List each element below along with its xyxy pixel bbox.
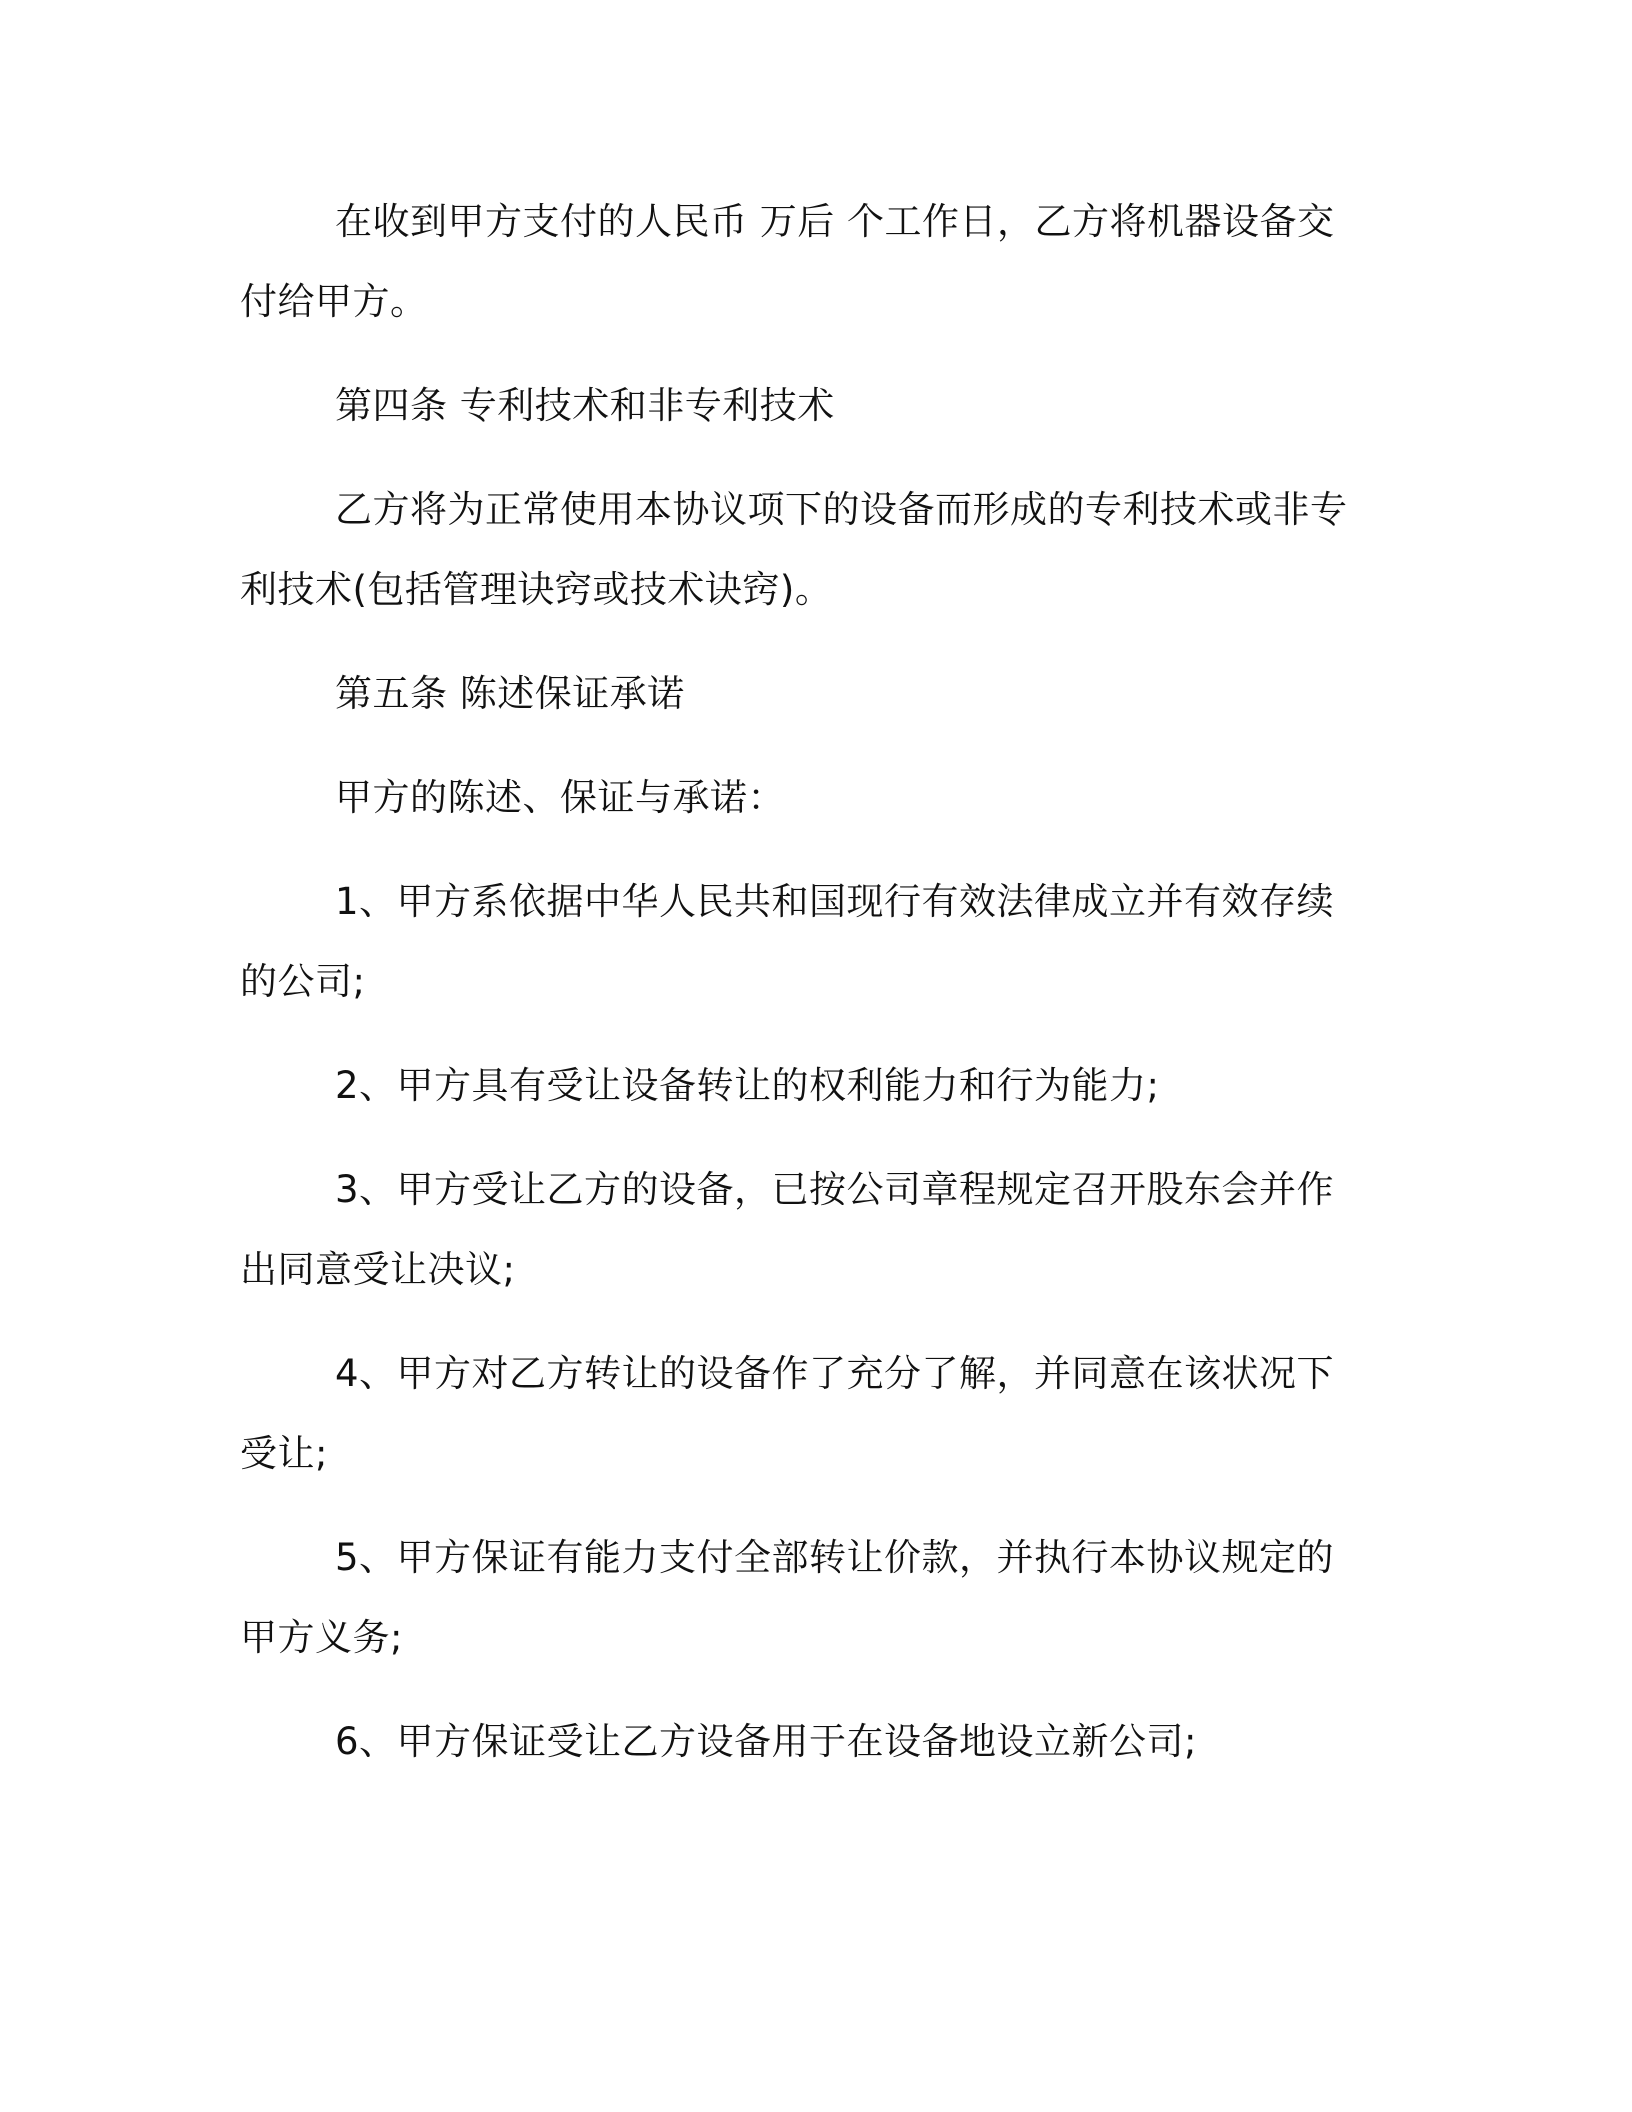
paragraph-party-a-statements: 甲方的陈述、保证与承诺： [335,776,785,819]
list-item-4: 4、甲方对乙方转让的设备作了充分了解，并同意在该状况下受让; [240,1352,1335,1475]
paragraph-patent-tech: 乙方将为正常使用本协议项下的设备而形成的专利技术或非专利技术(包括管理诀窍或技术诀窍)。 [240,488,1348,611]
list-item-1: 1、甲方系依据中华人民共和国现行有效法律成立并有效存续的公司; [240,880,1335,1003]
list-item-3: 3、甲方受让乙方的设备，已按公司章程规定召开股东会并作出同意受让决议; [240,1168,1335,1291]
document-body [240,182,1370,1782]
list-item-2: 2、甲方具有受让设备转让的权利能力和行为能力; [335,1064,1160,1107]
heading-article-4: 第四条 专利技术和非专利技术 [335,384,835,427]
paragraph-delivery: 在收到甲方支付的人民币 万后 个工作日，乙方将机器设备交付给甲方。 [240,200,1335,323]
list-item-6: 6、甲方保证受让乙方设备用于在设备地设立新公司; [335,1720,1198,1763]
heading-article-5: 第五条 陈述保证承诺 [335,672,685,715]
list-item-5: 5、甲方保证有能力支付全部转让价款，并执行本协议规定的甲方义务; [240,1536,1335,1659]
